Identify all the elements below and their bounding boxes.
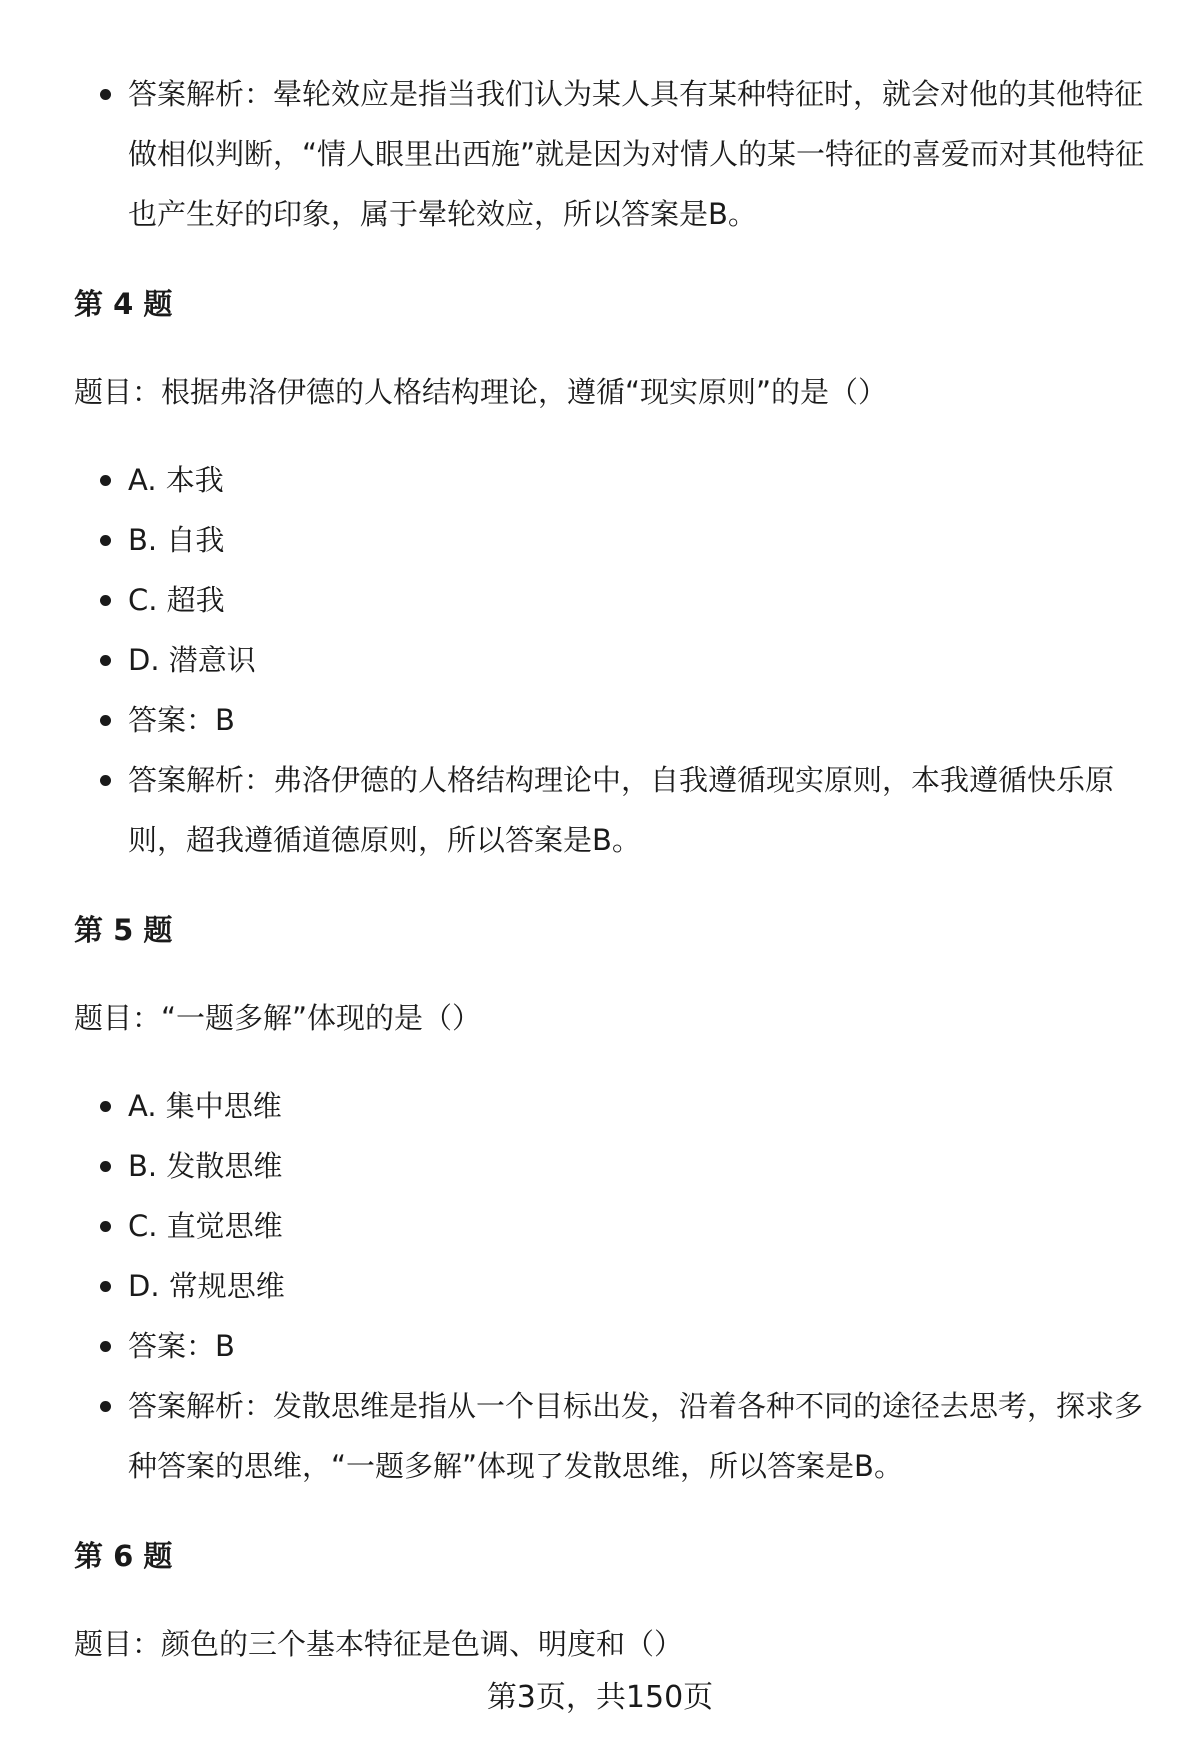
answer: 答案：B (74, 1316, 1154, 1376)
question-heading: 第 4 题 (74, 287, 173, 321)
option-b: B. 发散思维 (74, 1136, 1154, 1196)
question-4 (74, 284, 1154, 870)
option-c: C. 直觉思维 (74, 1196, 1154, 1256)
question-heading: 第 6 题 (74, 1539, 173, 1573)
prev-question-items (74, 64, 1154, 244)
page-content (74, 64, 1154, 1702)
question-5 (74, 910, 1154, 1496)
question-stem: 题目：“一题多解”体现的是（） (74, 1001, 482, 1035)
option-c: C. 超我 (74, 570, 1154, 630)
question-options (74, 1076, 1154, 1496)
option-a: A. 本我 (74, 450, 1154, 510)
answer-analysis: 答案解析：发散思维是指从一个目标出发，沿着各种不同的途径去思考，探求多种答案的思维，“一题多解”体现了发散思维，所以答案是B。 (74, 1376, 1154, 1496)
question-6 (74, 1536, 1154, 1664)
answer: 答案：B (74, 690, 1154, 750)
question-stem: 题目：颜色的三个基本特征是色调、明度和（） (74, 1627, 684, 1661)
option-a: A. 集中思维 (74, 1076, 1154, 1136)
question-stem: 题目：根据弗洛伊德的人格结构理论，遵循“现实原则”的是（） (74, 375, 888, 409)
option-b: B. 自我 (74, 510, 1154, 570)
option-d: D. 常规思维 (74, 1256, 1154, 1316)
answer-analysis: 答案解析：弗洛伊德的人格结构理论中，自我遵循现实原则，本我遵循快乐原则，超我遵循道德原则，所以答案是B。 (74, 750, 1154, 870)
question-heading: 第 5 题 (74, 913, 173, 947)
answer-analysis: 答案解析：晕轮效应是指当我们认为某人具有某种特征时，就会对他的其他特征做相似判断，“情人眼里出西施”就是因为对情人的某一特征的喜爱而对其他特征也产生好的印象，属于晕轮效应，所以答案是B。 (74, 64, 1154, 244)
option-d: D. 潜意识 (74, 630, 1154, 690)
page-footer: 第3页，共150页 (486, 1680, 714, 1715)
question-options (74, 450, 1154, 870)
